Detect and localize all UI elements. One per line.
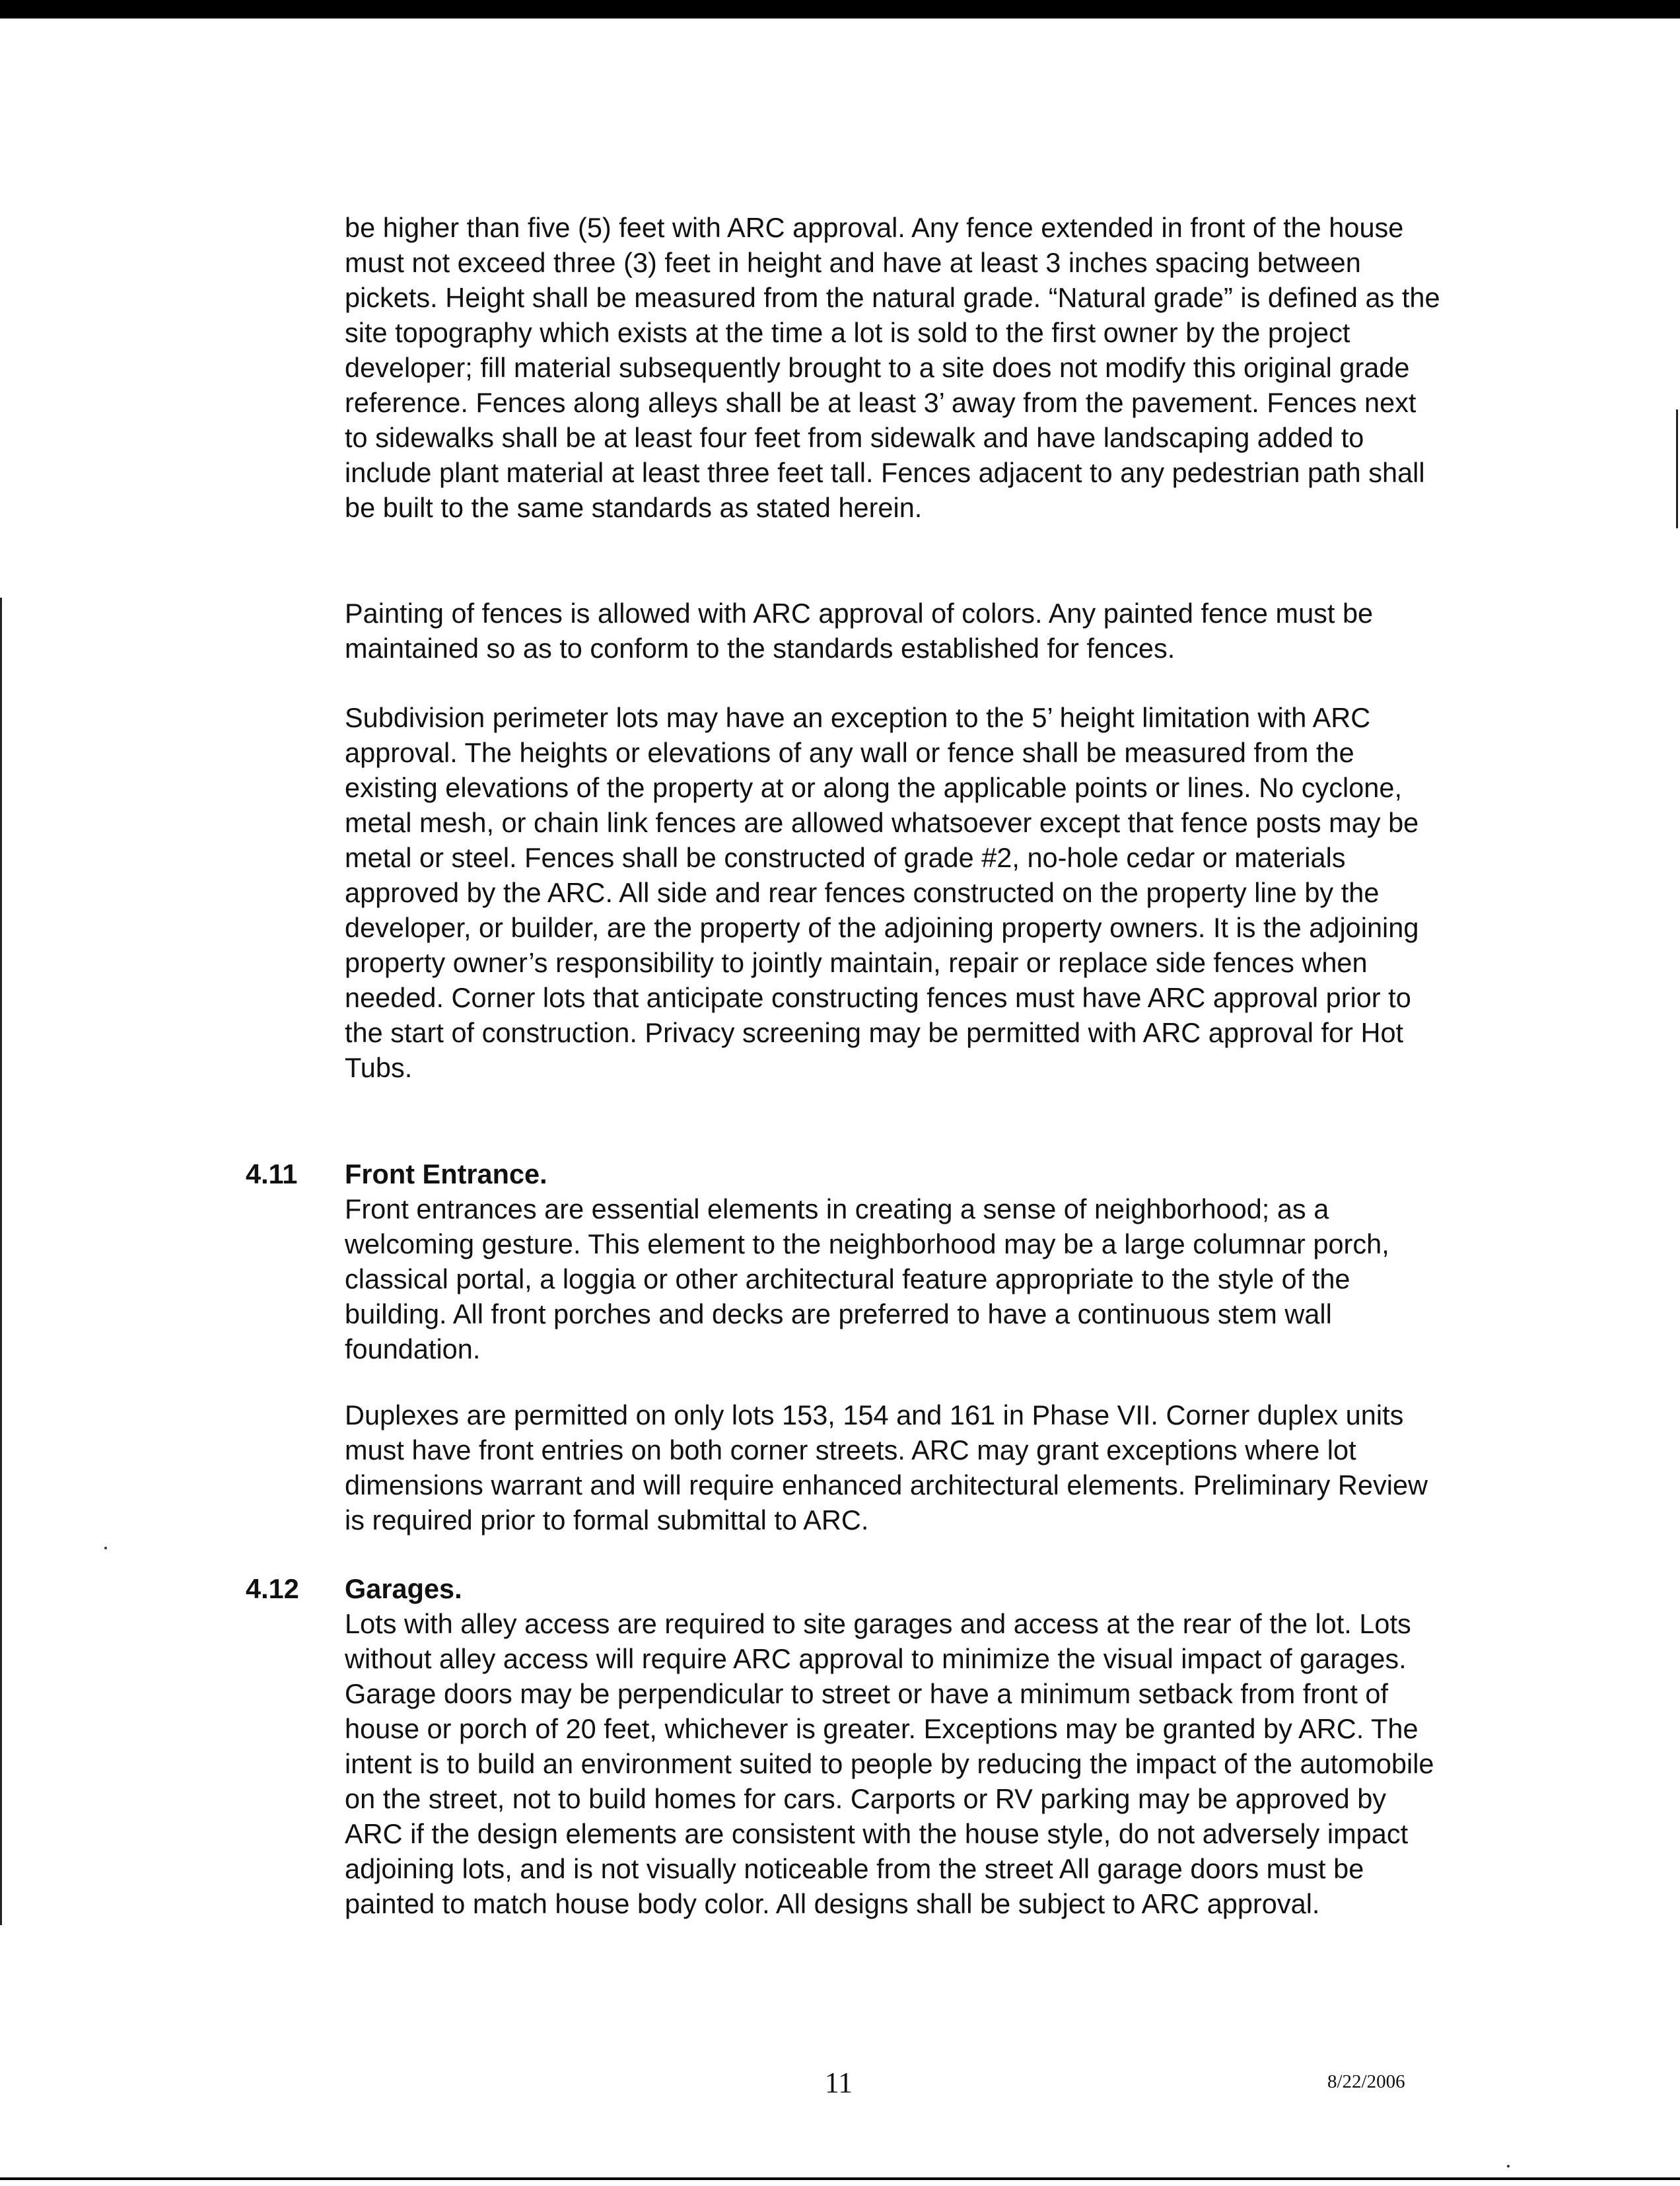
footer-date: 8/22/2006 — [1327, 2071, 1405, 2092]
scan-left-margin-mark — [0, 598, 2, 1925]
perimeter-lots-paragraph: Subdivision perimeter lots may have an exception to the 5’ height limitation with ARC approval. The heights or elevations of any wall or fence shall be measured from the existing elevations of the property at or along the applicable points or lines. No cyclone, metal mesh, or chain link fences are allowed whatsoever except that fence posts may be metal or steel. Fences shall be constructed of grade #2, no-hole cedar or materials approved by the ARC. All side and rear fences constructed on the property line by the developer, or builder, are the property of the adjoining property owners. It is the adjoining property owner’s responsibility to jointly maintain, repair or replace side fences when needed. Corner lots that anticipate constructing fences must have ARC approval prior to the start of construction. Privacy screening may be permitted with ARC approval for Hot Tubs. — [345, 702, 1419, 1083]
section-title-front-entrance: Front Entrance. — [345, 1158, 547, 1189]
section-number-4-12: 4.12 — [246, 1573, 299, 1604]
scan-speck — [104, 1547, 107, 1549]
section-title-garages: Garages. — [345, 1573, 462, 1604]
page-number: 11 — [824, 2066, 853, 2099]
scan-top-border — [0, 0, 1680, 18]
scan-speck — [1507, 2165, 1510, 2168]
scan-right-margin-mark — [1676, 409, 1678, 528]
scan-bottom-border — [0, 2177, 1680, 2180]
garages-paragraph: Lots with alley access are required to site garages and access at the rear of the lot. Lots without alley access will require ARC approval to minimize the visual impact of garages. Garage doors may be perpendicular to street or have a minimum setback from front of house or porch of 20 feet, whichever is greater. Exceptions may be granted by ARC. The intent is to build an environment suited to people by reducing the impact of the automobile on the street, not to build homes for cars. Carports or RV parking may be approved by ARC if the design elements are consistent with the house style, do not adversely impact adjoining lots, and is not visually noticeable from the street All garage doors must be painted to match house body color. All designs shall be subject to ARC approval. — [345, 1608, 1434, 1919]
section-number-4-11: 4.11 — [246, 1158, 298, 1189]
duplex-paragraph: Duplexes are permitted on only lots 153, 154 and 161 in Phase VII. Corner duplex units must have front entries on both corner streets. ARC may grant exceptions where lot dimensions warrant and will require enhanced architectural elements. Preliminary Review is required prior to formal submittal to ARC. — [345, 1399, 1428, 1535]
front-entrance-paragraph: Front entrances are essential elements in creating a sense of neighborhood; as a welcoming gesture. This element to the neighborhood may be a large columnar porch, classical portal, a loggia or other architectural feature appropriate to the style of the building. All front porches and decks are preferred to have a continuous stem wall foundation. — [345, 1193, 1389, 1364]
fence-height-paragraph: be higher than five (5) feet with ARC approval. Any fence extended in front of the house must not exceed three (3) feet in height and have at least 3 inches spacing between pickets. Height shall be measured from the natural grade. “Natural grade” is defined as the site topography which exists at the time a lot is sold to the first owner by the project developer; fill material subsequently brought to a site does not modify this original grade reference. Fences along alleys shall be at least 3’ away from the pavement. Fences next to sidewalks shall be at least four feet from sidewalk and have landscaping added to include plant material at least three feet tall. Fences adjacent to any pedestrian path shall be built to the same standards as stated herein. — [345, 212, 1440, 523]
fence-painting-paragraph: Painting of fences is allowed with ARC approval of colors. Any painted fence must be maintained so as to conform to the standards established for fences. — [345, 598, 1374, 664]
